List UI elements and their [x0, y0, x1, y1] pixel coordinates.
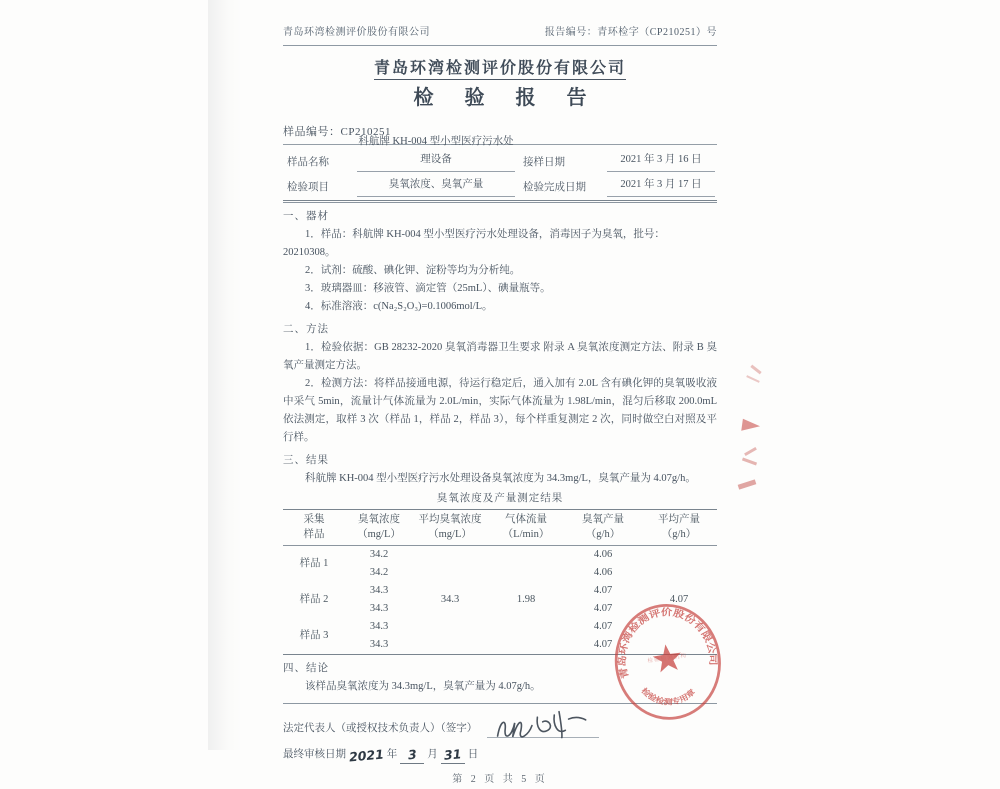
seal-bleed-mark — [744, 447, 757, 456]
sample1-label: 样品 1 — [299, 558, 329, 569]
info-row-1 — [283, 136, 717, 172]
sample3-output-1: 4.07 — [593, 621, 613, 632]
sample1-conc-2: 34.2 — [369, 567, 389, 578]
sample2-output-1: 4.07 — [593, 585, 613, 596]
sample1-output-2: 4.06 — [593, 567, 613, 578]
header-avg-output: 平均产量 （g/h） — [641, 510, 717, 546]
legal-representative-label: 法定代表人（或授权技术负责人）（签字） — [283, 723, 478, 734]
test-items-value: 臭氧浓度、臭氧产量 — [357, 176, 515, 197]
handwritten-month: 3 — [400, 748, 424, 764]
gas-flow-value: 1.98 — [516, 594, 536, 605]
month-suffix: 月 — [427, 749, 438, 760]
day-suffix: 日 — [467, 749, 479, 760]
seal-graphic — [604, 595, 732, 731]
sample2-label: 样品 2 — [299, 594, 329, 605]
method-paragraph: 2．检测方法：将样品接通电源，待运行稳定后，通入加有 2.0L 含有碘化钾的臭氧吸收液中采气 5min，流量计气体流量为 2.0L/min，实际气体流量为 1.98L/min，混匀后移取 200.0mL 依法测定，取样 3 次（样品 1，样品 2，样品 3），每个样重复测定 2 次，同时做空白对照及平行样。 — [283, 378, 717, 443]
complete-date-value: 2021 年 3 月 17 日 — [607, 176, 715, 197]
results-table-header-row — [283, 510, 717, 546]
masthead-report-number: 报告编号：青环检字（CP210251）号 — [544, 27, 717, 38]
report-title: 检 验 报 告 — [413, 87, 600, 109]
seal-bleed-mark — [741, 419, 760, 433]
seal-ring-text: 青岛环湾检测评价股份有限公司 — [618, 608, 717, 680]
sample3-conc-1: 34.3 — [369, 621, 389, 632]
seal-bleed-mark — [750, 365, 761, 375]
sample-number: 样品编号：CP210251 — [283, 126, 391, 138]
sample-name-value: 科航牌 KH-004 型小型医疗污水处理设备 — [357, 133, 515, 172]
final-review-date-row — [283, 746, 717, 764]
section-conclusion-heading: 四、结论 — [283, 663, 329, 674]
complete-date-label: 检验完成日期 — [523, 182, 586, 193]
test-items-label: 检验项目 — [287, 182, 329, 193]
sample2-conc-1: 34.3 — [369, 585, 389, 596]
header-sample: 采集 样品 — [283, 510, 345, 546]
sample2-output-2: 4.07 — [593, 603, 613, 614]
seal-bleed-mark — [746, 375, 760, 383]
results-table-title: 臭氧浓度及产量测定结果 — [436, 493, 564, 504]
scan-left-edge-shadow — [208, 0, 242, 750]
seal-bleed-mark — [738, 479, 757, 489]
header-avg-concentration: 平均臭氧浓度 （mg/L） — [413, 510, 487, 546]
equipment-item: 2．试剂：硫酸、碘化钾、淀粉等均为分析纯。 — [305, 265, 521, 276]
sample3-conc-2: 34.3 — [369, 639, 389, 650]
equipment-item: 1．样品：科航牌 KH-004 型小型医疗污水处理设备，消毒因子为臭氧，批号：20210308。 — [283, 229, 665, 258]
avg-output-value: 4.07 — [669, 594, 689, 605]
sample2-conc-2: 34.3 — [369, 603, 389, 614]
sample1-output-1: 4.06 — [593, 549, 613, 560]
company-seal — [604, 595, 732, 731]
receive-date-label: 接样日期 — [523, 157, 565, 168]
signature-handwritten — [487, 713, 599, 738]
seal-bleed-mark — [742, 458, 757, 466]
svg-text:检验检测专用章 — [639, 679, 699, 711]
receive-date-value: 2021 年 3 月 16 日 — [607, 151, 715, 172]
section-method-heading: 二、方法 — [283, 324, 329, 335]
conclusion-text: 该样品臭氧浓度为 34.3mg/L，臭氧产量为 4.07g/h。 — [305, 681, 541, 692]
seal-bottom-text: 检验检测专用章 — [639, 686, 697, 707]
company-title — [283, 58, 717, 80]
sample3-output-2: 4.07 — [593, 639, 613, 650]
final-review-date-label: 最终审核日期 — [283, 749, 346, 760]
sample3-label: 样品 3 — [299, 630, 329, 641]
header-gas-flow: 气体流量 （L/min） — [487, 510, 565, 546]
sample1-conc-1: 34.2 — [369, 549, 389, 560]
masthead — [283, 24, 717, 46]
seal-center-text: 检验检测机构 — [647, 652, 688, 665]
info-row-2 — [283, 172, 717, 197]
masthead-company: 青岛环湾检测评价股份有限公司 — [283, 27, 430, 38]
sample-name-label: 样品名称 — [287, 157, 329, 168]
avg-concentration-value: 34.3 — [440, 594, 460, 605]
section-equipment-heading: 一、器材 — [283, 211, 329, 222]
sample-info-table — [283, 136, 717, 203]
header-ozone-concentration: 臭氧浓度 （mg/L） — [345, 510, 413, 546]
header-ozone-output: 臭氧产量 （g/h） — [565, 510, 641, 546]
year-suffix: 年 — [386, 749, 398, 760]
info-table-bottom-rule — [283, 198, 717, 201]
table-row — [283, 546, 717, 565]
company-title-text: 青岛环湾检测评价股份有限公司 — [374, 60, 626, 80]
section-result-heading: 三、结果 — [283, 455, 329, 466]
result-summary: 科航牌 KH-004 型小型医疗污水处理设备臭氧浓度为 34.3mg/L，臭氧产量为 4.07g/h。 — [305, 473, 696, 484]
signature-scrawl-icon — [490, 708, 592, 745]
method-paragraph: 1．检验依据：GB 28232-2020 臭氧消毒器卫生要求 附录 A 臭氧浓度测定方法、附录 B 臭氧产量测定方法。 — [283, 342, 717, 371]
handwritten-year: 2021 — [348, 746, 385, 765]
handwritten-day: 31 — [441, 748, 465, 764]
equipment-item: 3．玻璃器皿：移液管、滴定管（25mL）、碘量瓶等。 — [305, 283, 551, 294]
page-number: 第 2 页 共 5 页 — [452, 774, 548, 785]
equipment-item: 4．标准溶液：c(Na₂S₂O₃)=0.1006mol/L。 — [305, 301, 493, 312]
